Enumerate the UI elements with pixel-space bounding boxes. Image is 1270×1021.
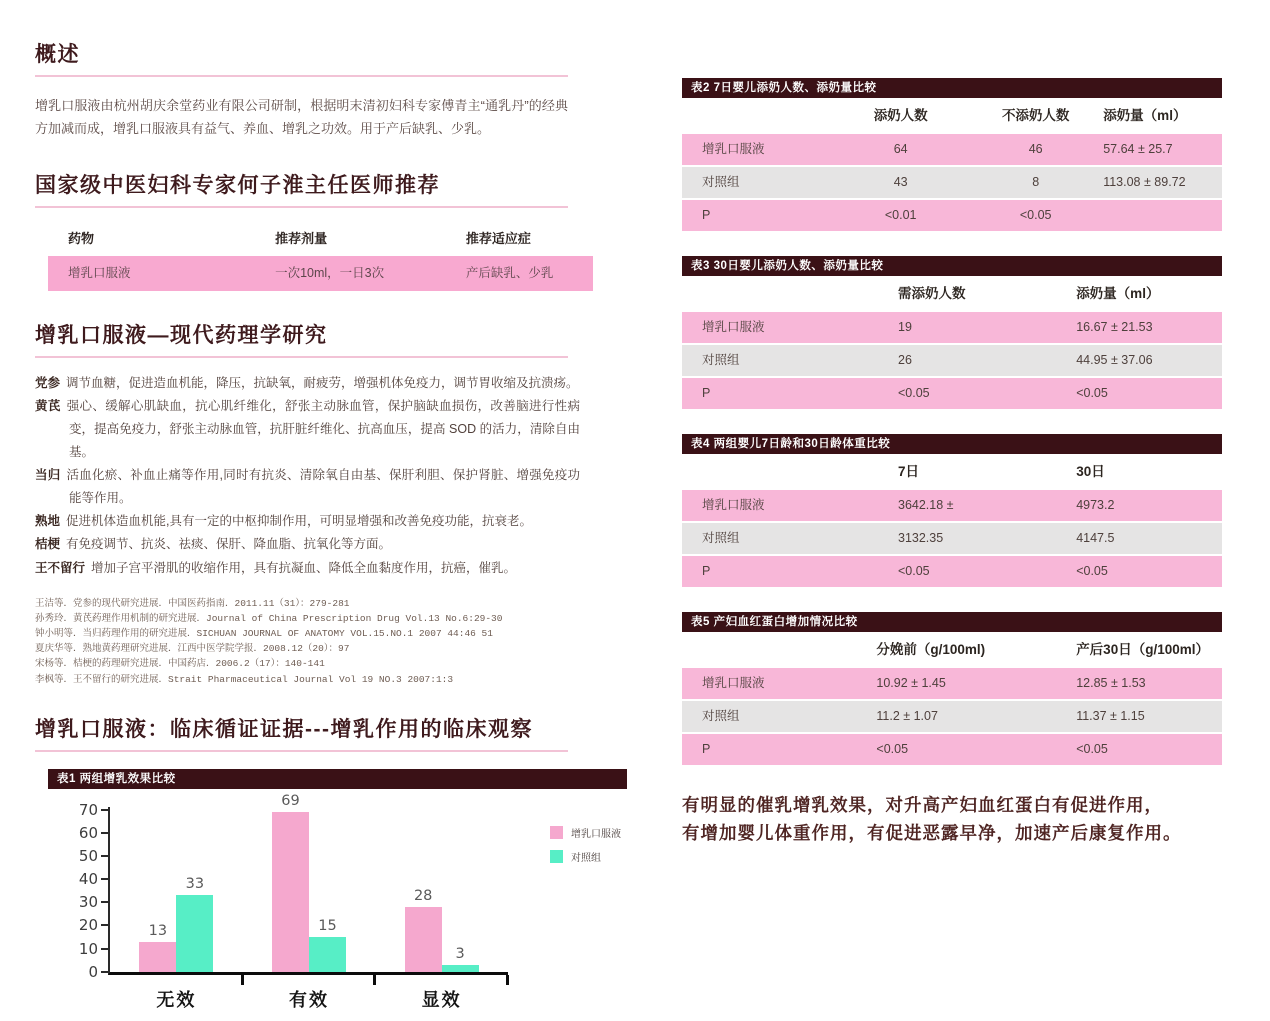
- table2-header-row: [682, 98, 1222, 134]
- herb-desc: 有免疫调节、抗炎、祛痰、保肝、降血脂、抗氧化等方面。: [66, 537, 392, 552]
- right-column: [682, 78, 1222, 847]
- conclusion-text: [682, 791, 1222, 847]
- herb-name: 王不留行: [35, 560, 86, 575]
- y-axis-label: 50: [78, 847, 98, 866]
- bar-value-label: 28: [413, 887, 433, 904]
- table5-header-row: [682, 632, 1222, 668]
- recommendation-table-row: [48, 256, 593, 291]
- column-header: 需添奶人数: [898, 286, 966, 301]
- table-block-2: [682, 78, 1222, 231]
- cell-value: 57.64 ± 25.7: [1103, 142, 1173, 156]
- cell-value: <0.05: [1076, 386, 1108, 400]
- herb-desc: 活血化瘀、补血止痛等作用,同时有抗炎、清除氧自由基、保肝利胆、保护肾脏、增强免疫功能等作用。: [66, 468, 580, 506]
- cell-value: 3642.18 ±: [898, 498, 954, 512]
- y-axis-tick: [101, 971, 110, 973]
- heading-rule: [35, 206, 568, 208]
- bar-pair: [139, 876, 213, 971]
- bar-value-label: 33: [185, 876, 205, 893]
- bar-pair: [405, 887, 479, 972]
- row-label: P: [702, 564, 711, 578]
- recommendation-table: [48, 224, 593, 291]
- bar: [272, 793, 309, 972]
- y-axis-tick: [101, 924, 110, 926]
- herb-entry: [35, 464, 580, 510]
- cell-value: 113.08 ± 89.72: [1103, 175, 1186, 189]
- y-axis-label: 60: [78, 823, 98, 842]
- heading-rule: [35, 750, 568, 752]
- row-label: 增乳口服液: [702, 320, 765, 334]
- cell-value: 10.92 ± 1.45: [876, 676, 946, 690]
- table-row: [682, 523, 1222, 554]
- cell-value: <0.05: [898, 564, 930, 578]
- cell-value: 8: [1032, 175, 1040, 189]
- row-label: 增乳口服液: [702, 498, 765, 512]
- cell-value: 44.95 ± 37.06: [1076, 353, 1153, 367]
- bar: [139, 922, 176, 972]
- cell-value: 64: [893, 142, 908, 156]
- col-header-drug: 药物: [68, 230, 95, 246]
- bar-value-label: 15: [318, 918, 337, 935]
- table-row: [682, 378, 1222, 409]
- table5-title-bar: 表5 产妇血红蛋白增加情况比较: [682, 612, 1222, 632]
- column-header: 添奶人数: [873, 108, 928, 123]
- reference-item: 宋杨等．桔梗的药理研究进展．中国药店．2006.2（17）：140-141: [35, 658, 325, 670]
- cell-value: <0.05: [1076, 564, 1108, 578]
- conclusion-line: 有增加婴儿体重作用，有促进恶露早净，加速产后康复作用。: [682, 823, 1182, 843]
- legend-swatch: [550, 850, 563, 863]
- category-label: 无效: [156, 989, 197, 1010]
- cell-value: 4973.2: [1076, 498, 1115, 512]
- legend-item: [550, 825, 621, 840]
- column-header: 分娩前（g/100ml): [876, 642, 986, 657]
- category-label: 有效: [289, 989, 329, 1010]
- legend-label: 对照组: [571, 852, 601, 864]
- y-axis-tick: [101, 809, 110, 811]
- cell-value: 43: [893, 175, 908, 189]
- y-axis-tick: [101, 878, 110, 880]
- bar: [309, 918, 346, 972]
- row-label: 对照组: [702, 709, 740, 723]
- table-row: [682, 734, 1222, 765]
- cell-value: 16.67 ± 21.53: [1076, 320, 1153, 334]
- herb-desc: 调节血糖，促进造血机能，降压，抗缺氧，耐疲劳，增强机体免疫力，调节胃收缩及抗溃疡。: [66, 375, 579, 390]
- cell-indication: 产后缺乳、少乳: [465, 265, 554, 280]
- herb-list: [35, 372, 580, 580]
- bar-value-label: 3: [455, 945, 465, 962]
- herb-entry: [35, 533, 580, 556]
- table-row: [682, 312, 1222, 343]
- y-axis-tick: [101, 855, 110, 857]
- heading-rule: [35, 75, 568, 77]
- row-label: 增乳口服液: [702, 142, 765, 156]
- cell-value: <0.01: [884, 208, 917, 222]
- herb-name: 桔梗: [35, 537, 61, 552]
- bar-chart: [48, 793, 627, 1021]
- table-row: [682, 345, 1222, 376]
- reference-item: 夏庆华等．熟地黄药理研究进展．江西中医学院学报．2008.12（20）：97: [35, 643, 350, 655]
- herb-entry: [35, 510, 580, 533]
- cell-value: 46: [1028, 142, 1043, 156]
- col-header-dose: 推荐剂量: [275, 230, 328, 246]
- bar-value-label: 13: [148, 922, 168, 939]
- legend-label: 增乳口服液: [571, 828, 621, 840]
- row-label: 增乳口服液: [702, 676, 765, 690]
- column-header: 7日: [898, 464, 920, 479]
- chart-groups: [110, 793, 508, 1010]
- herb-desc: 增加子宫平滑肌的收缩作用，具有抗凝血、降低全血黏度作用，抗癌，催乳。: [91, 560, 517, 575]
- left-column: [35, 38, 627, 1021]
- clinical-title: 增乳口服液：临床循证证据---增乳作用的临床观察: [35, 717, 533, 741]
- bar-group: [110, 807, 243, 1010]
- table3-header-row: [682, 276, 1222, 312]
- y-axis-tick: [101, 901, 110, 903]
- cell-value: 11.37 ± 1.15: [1076, 709, 1145, 723]
- table4-header-row: [682, 454, 1222, 490]
- overview-title: 概述: [35, 43, 80, 66]
- herb-entry: [35, 395, 580, 464]
- table-block-3: [682, 256, 1222, 409]
- reference-list: [35, 596, 627, 687]
- y-axis-label: 30: [78, 893, 98, 912]
- cell-value: 12.85 ± 1.53: [1076, 676, 1146, 690]
- herb-name: 党参: [35, 375, 61, 390]
- herb-entry: [35, 557, 580, 580]
- herb-name: 当归: [35, 468, 61, 482]
- legend-item: [550, 849, 621, 864]
- category-label: 显效: [421, 989, 462, 1010]
- legend-swatch: [550, 826, 563, 839]
- bar: [405, 887, 442, 972]
- y-axis-label: 10: [78, 939, 98, 958]
- cell-value: <0.05: [898, 386, 930, 400]
- table-row: [682, 134, 1222, 165]
- column-header: 产后30日（g/100ml）: [1076, 642, 1209, 657]
- bar: [442, 945, 479, 972]
- row-label: 对照组: [702, 531, 740, 545]
- table2-title-bar: 表2 7日婴儿添奶人数、添奶量比较: [682, 78, 1222, 98]
- herb-entry: [35, 372, 580, 395]
- recommendation-title: 国家级中医妇科专家何子淮主任医师推荐: [35, 173, 440, 197]
- y-axis-tick: [101, 948, 110, 950]
- column-header: 30日: [1076, 464, 1105, 479]
- bar-value-label: 69: [281, 793, 300, 810]
- cell-dose: 一次10ml，一日3次: [275, 265, 385, 280]
- heading-rule: [35, 356, 568, 358]
- bar-group: [243, 793, 376, 1010]
- table-row: [682, 167, 1222, 198]
- bar: [176, 876, 213, 971]
- cell-value: 4147.5: [1076, 531, 1115, 545]
- cell-value: [1103, 200, 1222, 231]
- y-axis-label: 0: [88, 962, 98, 981]
- table1-title-bar: 表1 两组增乳效果比较: [48, 769, 627, 789]
- column-header: 添奶量（ml）: [1103, 108, 1187, 123]
- bar-pair: [272, 793, 346, 972]
- reference-item: 孙秀玲．黄芪药理作用机制的研究进展．Journal of China Prescription Drug Vol.13 No.6:29-30: [35, 612, 503, 624]
- cell-value: 11.2 ± 1.07: [876, 709, 938, 723]
- row-label: P: [702, 208, 711, 222]
- table3-title-bar: 表3 30日婴儿添奶人数、添奶量比较: [682, 256, 1222, 276]
- herb-desc: 促进机体造血机能,具有一定的中枢抑制作用，可明显增强和改善免疫功能，抗衰老。: [66, 514, 532, 529]
- herb-desc: 强心、缓解心肌缺血，抗心肌纤维化，舒张主动脉血管，保护脑缺血损伤，改善脑进行性病变，提高免疫力，舒张主动脉血管，抗肝脏纤维化、抗高血压，提高 SOD 的活力，清除自由基。: [66, 398, 580, 459]
- table4-title-bar: 表4 两组婴儿7日龄和30日龄体重比较: [682, 434, 1222, 454]
- row-label: P: [702, 742, 711, 756]
- cell-value: <0.05: [1019, 208, 1052, 222]
- column-header: 不添奶人数: [1001, 108, 1070, 123]
- reference-item: 钟小明等．当归药理作用的研究进展．SICHUAN JOURNAL OF ANATOMY VOL.15.NO.1 2007 44:46 51: [35, 628, 493, 639]
- table-row: [682, 701, 1222, 732]
- cell-drug: 增乳口服液: [68, 265, 131, 280]
- recommendation-table-header: [48, 224, 593, 254]
- table-row: [682, 490, 1222, 521]
- bar-group: [375, 807, 508, 1010]
- cell-value: 19: [898, 320, 912, 334]
- col-header-indication: 推荐适应症: [465, 230, 531, 246]
- table-block-5: [682, 612, 1222, 765]
- y-axis-label: 20: [78, 916, 98, 935]
- overview-body: 增乳口服液由杭州胡庆余堂药业有限公司研制，根据明末清初妇科专家傅青主“通乳丹”的经典方加减而成，增乳口服液具有益气、养血、增乳之功效。用于产后缺乳、少乳。: [35, 98, 568, 136]
- reference-item: 李枫等．王不留行的研究进展．Strait Pharmaceutical Journal Vol 19 NO.3 2007:1:3: [35, 673, 454, 685]
- cell-value: 3132.35: [898, 531, 944, 545]
- y-axis-label: 70: [78, 800, 98, 819]
- row-label: 对照组: [702, 353, 740, 367]
- table-row: [682, 200, 1222, 231]
- column-header: 添奶量（ml）: [1076, 286, 1160, 301]
- table-row: [682, 556, 1222, 587]
- cell-value: 26: [898, 353, 912, 367]
- herb-name: 黄芪: [35, 398, 61, 413]
- table-block-4: [682, 434, 1222, 587]
- chart-legend: [550, 825, 621, 873]
- cell-value: <0.05: [876, 742, 909, 756]
- reference-item: 王洁等．党参的现代研究进展．中国医药指南．2011.11（31）：279-281: [35, 597, 350, 609]
- row-label: 对照组: [702, 175, 740, 189]
- row-label: P: [702, 386, 711, 400]
- pharmacology-title: 增乳口服液—现代药理学研究: [35, 323, 328, 347]
- y-axis-label: 40: [78, 870, 98, 889]
- y-axis-tick: [101, 832, 110, 834]
- chart-plot: [78, 793, 508, 1010]
- conclusion-line: 有明显的催乳增乳效果，对升高产妇血红蛋白有促进作用，: [682, 795, 1163, 815]
- herb-name: 熟地: [35, 514, 61, 529]
- cell-value: <0.05: [1076, 742, 1108, 756]
- table-row: [682, 668, 1222, 699]
